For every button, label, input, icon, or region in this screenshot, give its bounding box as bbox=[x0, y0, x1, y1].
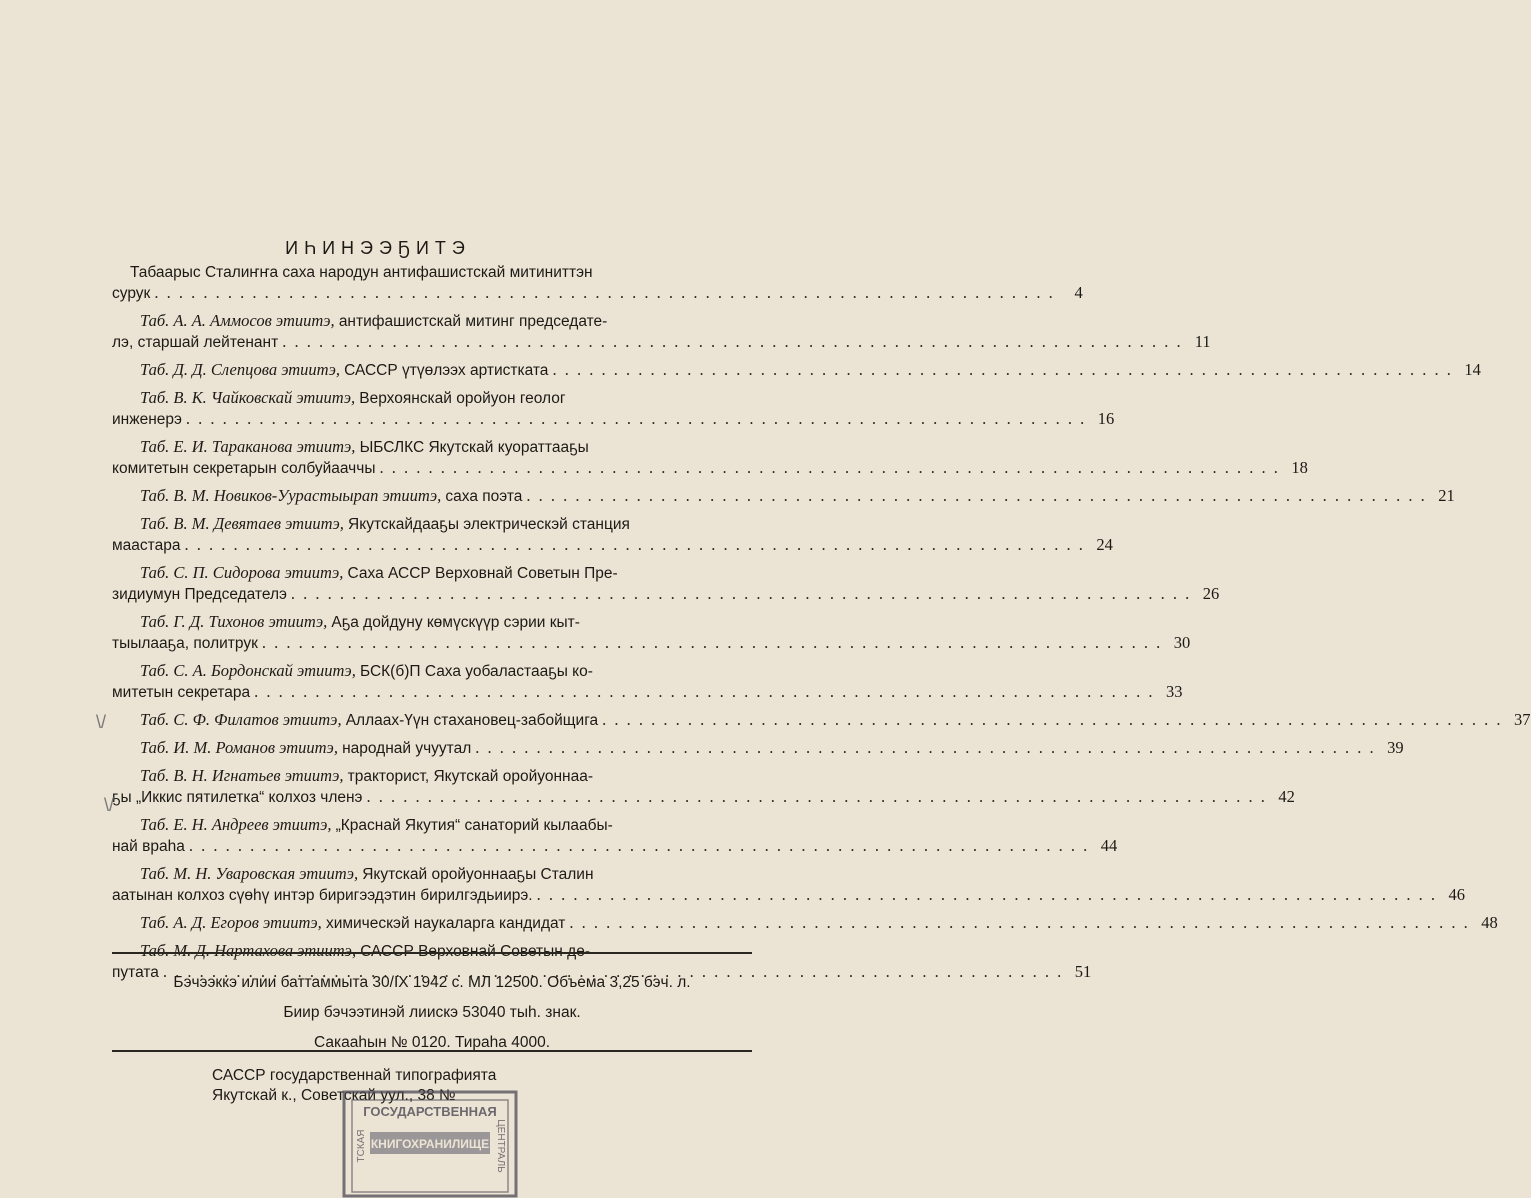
entry-text-line-1: антифашистскай митинг председате- bbox=[338, 313, 608, 330]
toc-entry bbox=[112, 661, 1183, 703]
toc-entry bbox=[112, 311, 1211, 353]
entry-prefix: Таб. bbox=[140, 388, 170, 407]
entry-prefix: Таб. bbox=[140, 486, 170, 505]
entry-text-line-1: Аллаах-Үүн стахановец-забойщига bbox=[345, 712, 599, 729]
imprint bbox=[112, 968, 752, 1058]
dot-leader bbox=[282, 332, 1182, 352]
entry-text-line-2: зидиумун Председателэ bbox=[112, 586, 287, 603]
entry-prefix: Таб. bbox=[140, 941, 170, 960]
divider-top bbox=[112, 952, 752, 954]
imprint-line-2: Биир бэчээтинэй лиискэ 53040 тыһ. знак. bbox=[283, 1004, 581, 1021]
entry-text-line-2: най враhа bbox=[112, 838, 185, 855]
entry-text-line-2: митетын секретара bbox=[112, 684, 251, 701]
entry-speaker: С. П. Сидорова этиитэ, bbox=[173, 563, 344, 582]
entry-prefix: Таб. bbox=[140, 360, 170, 379]
dot-leader bbox=[254, 682, 1154, 702]
stamp-side-right: ЦЕНТРАЛЬ bbox=[495, 1119, 506, 1173]
stamp-side-left: ТСКАЯ bbox=[356, 1129, 367, 1163]
entry-speaker: Г. Д. Тихонов этиитэ, bbox=[173, 612, 328, 631]
entry-text-line-2: лэ, старшай лейтенант bbox=[112, 334, 279, 351]
toc-entry bbox=[112, 514, 1113, 556]
divider-bottom bbox=[112, 1050, 752, 1052]
printer-line-1: САССР государственнай типографията bbox=[212, 1067, 497, 1084]
entry-prefix: Таб. bbox=[140, 815, 170, 834]
imprint-line-3: Сакааһын № 0120. Тираһа 4000. bbox=[313, 1034, 551, 1051]
page-number: 16 bbox=[1097, 409, 1115, 428]
entry-text-line-1: Саха АССР Верховнай Советын Пре- bbox=[347, 565, 618, 582]
page-number: 42 bbox=[1278, 787, 1295, 806]
toc-entry bbox=[112, 815, 1118, 857]
page-number: 37 bbox=[1514, 710, 1531, 729]
entry-speaker: В. Н. Игнатьев этиитэ, bbox=[173, 766, 344, 785]
dot-leader bbox=[526, 486, 1426, 506]
toc-entry bbox=[112, 913, 1498, 934]
toc-entry bbox=[112, 738, 1404, 759]
entry-speaker: А. Д. Егоров этиитэ, bbox=[173, 913, 322, 932]
page-number: 24 bbox=[1096, 535, 1113, 554]
dot-leader bbox=[475, 738, 1375, 758]
library-stamp bbox=[340, 1086, 520, 1198]
toc-entry bbox=[112, 262, 1083, 304]
entry-text-line-2: инженерэ bbox=[112, 411, 182, 428]
dot-leader bbox=[186, 409, 1086, 429]
dot-leader bbox=[262, 633, 1162, 653]
entry-prefix: Таб. bbox=[140, 661, 170, 680]
table-of-contents bbox=[112, 262, 1531, 990]
toc-entry bbox=[112, 766, 1295, 808]
entry-speaker: Е. И. Тараканова этиитэ, bbox=[173, 437, 356, 456]
entry-text-line-2: маастара bbox=[112, 537, 181, 554]
entry-text-line-1: Табаарыс Сталиҥҥа саха народун антифашистскай митиниттэн bbox=[130, 264, 593, 281]
entry-prefix: Таб. bbox=[140, 710, 170, 729]
dot-leader bbox=[602, 710, 1502, 730]
page-number: 39 bbox=[1387, 738, 1404, 757]
page-number: 51 bbox=[1074, 962, 1092, 981]
dot-leader bbox=[366, 787, 1266, 807]
toc-entry bbox=[112, 612, 1191, 654]
entry-text-line-2: ҕы „Иккис пятилетка“ колхоз членэ bbox=[112, 789, 363, 806]
check-mark: \/ bbox=[104, 795, 115, 815]
page-number: 26 bbox=[1202, 584, 1220, 603]
entry-text-line-2: сурук bbox=[112, 285, 151, 302]
entry-prefix: Таб. bbox=[140, 738, 170, 757]
entry-prefix: Таб. bbox=[140, 864, 170, 883]
dot-leader bbox=[537, 885, 1437, 905]
entry-speaker: М. Д. Нартахова этиитэ, bbox=[173, 941, 357, 960]
toc-entry bbox=[112, 563, 1220, 605]
printer-line-2: Якутскай к., Советскай уул., 38 № bbox=[212, 1087, 456, 1104]
page-number: 48 bbox=[1481, 913, 1498, 932]
entry-text-line-1: народнай учуутал bbox=[342, 740, 472, 757]
entry-text-line-1: САССР Верховнай Советын де- bbox=[360, 943, 590, 960]
dot-leader bbox=[184, 535, 1084, 555]
check-mark: \/ bbox=[96, 712, 107, 732]
entry-text-line-1: Якутскайдааҕы электрическэй станция bbox=[348, 516, 630, 533]
toc-entry bbox=[112, 710, 1531, 731]
entry-prefix: Таб. bbox=[140, 563, 170, 582]
entry-prefix: Таб. bbox=[140, 437, 170, 456]
page-number: 44 bbox=[1100, 836, 1118, 855]
entry-text-line-1: химическэй наукаларга кандидат bbox=[325, 915, 566, 932]
entry-prefix: Таб. bbox=[140, 311, 170, 330]
entry-text-line-1: ЫБСЛКС Якутскай куораттааҕы bbox=[359, 439, 589, 456]
page-number: 46 bbox=[1448, 885, 1465, 904]
stamp-line-2: КНИГОХРАНИЛИЩЕ bbox=[370, 1137, 490, 1151]
entry-prefix: Таб. bbox=[140, 913, 170, 932]
entry-text-line-1: Якутскай оройуоннааҕы Сталин bbox=[362, 866, 594, 883]
entry-speaker: С. А. Бордонскай этиитэ, bbox=[173, 661, 356, 680]
entry-speaker: В. М. Новиков-Уурастыырап этиитэ, bbox=[173, 486, 442, 505]
page-number: 33 bbox=[1166, 682, 1183, 701]
entry-text-line-1: БСК(б)П Саха уобаластааҕы ко- bbox=[359, 663, 593, 680]
dot-leader bbox=[552, 360, 1452, 380]
dot-leader bbox=[189, 836, 1089, 856]
dot-leader bbox=[291, 584, 1191, 604]
entry-speaker: А. А. Аммосов этиитэ, bbox=[173, 311, 335, 330]
entry-speaker: В. М. Девятаев этиитэ, bbox=[173, 514, 344, 533]
imprint-line-1: Бэчээккэ илии баттаммыта 30/IX 1942 с. МЛ 12500. Объема 3,25 бэч. л. bbox=[173, 974, 691, 991]
entry-text-line-1: Верхоянскай оройуон геолог bbox=[359, 390, 566, 407]
page-number: 21 bbox=[1438, 486, 1455, 505]
entry-speaker: М. Н. Уваровская этиитэ, bbox=[173, 864, 359, 883]
page-number: 30 bbox=[1173, 633, 1191, 652]
toc-entry bbox=[112, 864, 1465, 906]
stamp-line-1: ГОСУДАРСТВЕННАЯ bbox=[363, 1104, 497, 1119]
entry-prefix: Таб. bbox=[140, 766, 170, 785]
toc-entry bbox=[112, 388, 1115, 430]
entry-text-line-2: комитетын секретарын солбуйааччы bbox=[112, 460, 376, 477]
contents-title: ИҺИНЭЭҔИТЭ bbox=[285, 238, 471, 258]
dot-leader bbox=[379, 458, 1279, 478]
page-number: 14 bbox=[1464, 360, 1481, 379]
toc-entry bbox=[112, 486, 1455, 507]
entry-speaker: И. М. Романов этиитэ, bbox=[173, 738, 338, 757]
entry-speaker: В. К. Чайковскай этиитэ, bbox=[173, 388, 356, 407]
entry-prefix: Таб. bbox=[140, 612, 170, 631]
page-number: 4 bbox=[1074, 283, 1083, 302]
entry-text-line-2: путата bbox=[112, 964, 159, 981]
entry-speaker: Д. Д. Слепцова этиитэ, bbox=[173, 360, 340, 379]
entry-text-line-1: САССР үтүөлээх артистката bbox=[344, 362, 549, 379]
entry-text-line-1: саха поэта bbox=[445, 488, 523, 505]
entry-text-line-1: Аҕа дойдуну көмүскүүр сэрии кыт- bbox=[331, 614, 580, 631]
entry-text-line-1: „Краснай Якутия“ санаторий кылаабы- bbox=[335, 817, 613, 834]
toc-entry bbox=[112, 437, 1308, 479]
dot-leader bbox=[569, 913, 1469, 933]
entry-speaker: Е. Н. Андреев этиитэ, bbox=[173, 815, 332, 834]
entry-text-line-2: аатынан колхоз сүөһү интэр биригээдэтин бирилгэдьиирэ. bbox=[112, 887, 533, 904]
entry-text-line-1: тракторист, Якутскай оройуоннаа- bbox=[347, 768, 593, 785]
entry-prefix: Таб. bbox=[140, 514, 170, 533]
toc-entry bbox=[112, 360, 1481, 381]
page-number: 18 bbox=[1291, 458, 1308, 477]
page-number: 11 bbox=[1194, 332, 1211, 351]
entry-text-line-2: тыылааҕа, политрук bbox=[112, 635, 258, 652]
entry-speaker: С. Ф. Филатов этиитэ, bbox=[173, 710, 342, 729]
dot-leader bbox=[154, 283, 1054, 303]
